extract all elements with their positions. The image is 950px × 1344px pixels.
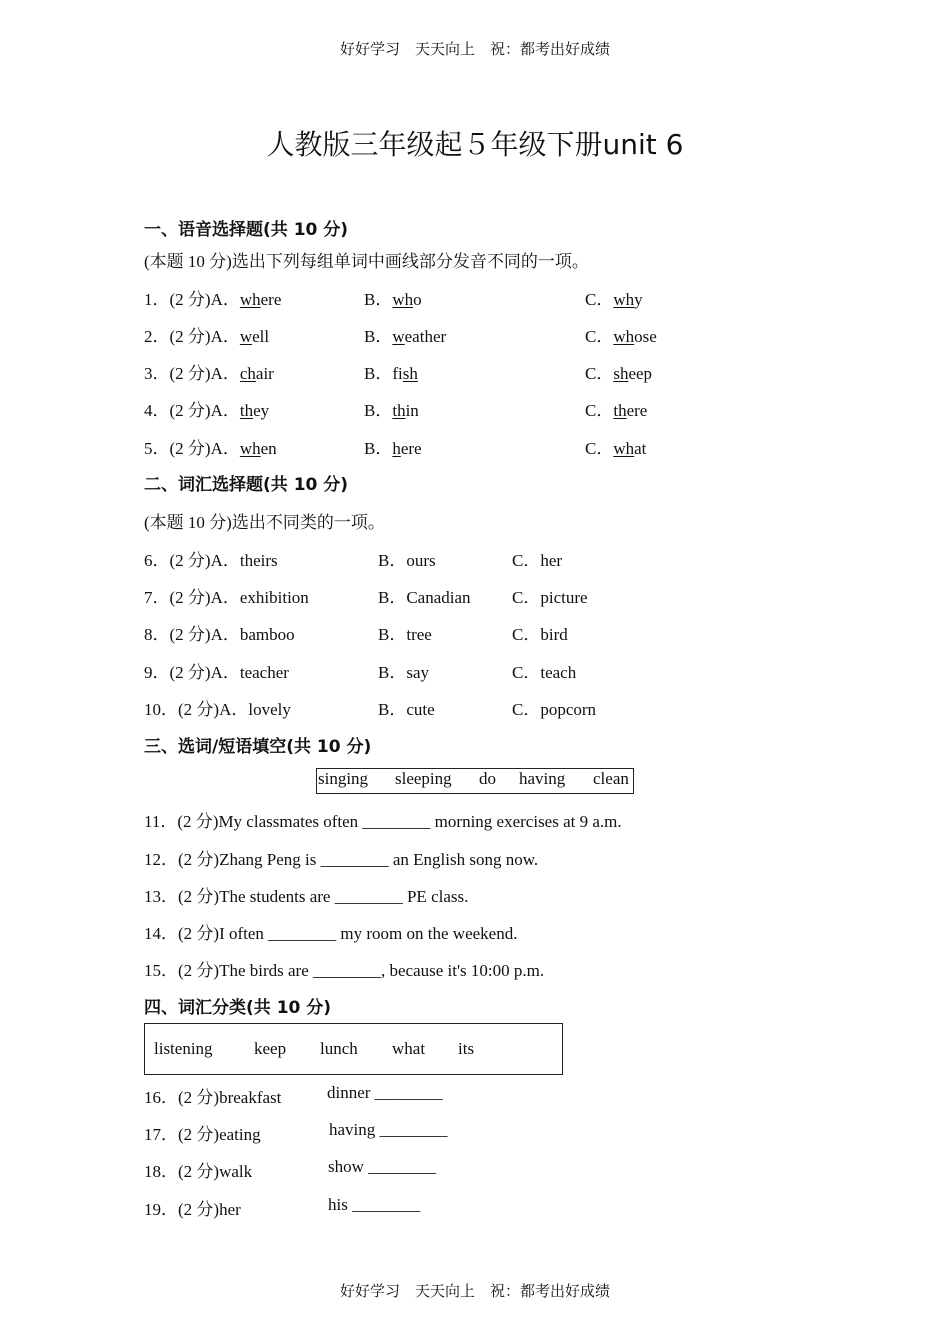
option-label: B． [364, 401, 393, 420]
option-c-rest: eep [628, 364, 653, 383]
option-a: teacher [239, 663, 289, 682]
option-a-rest: ey [253, 401, 270, 420]
option-b-rest: eather [404, 327, 447, 346]
option-a-underline: wh [239, 290, 261, 309]
question-1-option-c [585, 285, 643, 310]
question-5 [144, 434, 277, 459]
option-label: C． [512, 625, 541, 644]
option-label: C． [585, 327, 614, 346]
option-label: B． [364, 364, 393, 383]
word-bank-item: singing [318, 769, 369, 788]
option-c-underline: wh [613, 290, 635, 309]
option-c-underline: wh [613, 439, 635, 458]
option-b-underline: th [392, 401, 406, 420]
question-14: 14．(2 分)I often ________ my room on the weekend. [144, 924, 518, 943]
question-10-option-b [378, 695, 435, 720]
option-label: B． [378, 625, 407, 644]
option-a-rest: air [255, 364, 274, 383]
question-5-option-b [364, 434, 422, 459]
question-6 [144, 546, 278, 571]
question-2-option-c [585, 322, 657, 347]
question-3 [144, 359, 274, 384]
option-b: ours [406, 551, 436, 570]
option-a-rest: ell [252, 327, 270, 346]
section-heading-classify: 四、词汇分类(共 10 分) [144, 998, 332, 1018]
question-3-option-b [364, 359, 418, 384]
option-b-lead: fi [392, 364, 403, 383]
section-heading-fill: 三、选词/短语填空(共 10 分) [144, 737, 372, 757]
question-18: 18．(2 分)walk [144, 1162, 253, 1181]
option-a-underline: ch [239, 364, 256, 383]
question-9 [144, 658, 289, 683]
option-label: C． [585, 439, 614, 458]
option-c-rest: at [634, 439, 647, 458]
question-7 [144, 583, 309, 608]
option-a: bamboo [239, 625, 295, 644]
option-label: C． [512, 551, 541, 570]
word-bank-item: do [479, 769, 496, 788]
option-c: popcorn [540, 700, 597, 719]
word-bank-item: what [392, 1039, 426, 1058]
classify-word-bank [144, 1023, 563, 1075]
option-a-rest: ere [260, 290, 282, 309]
option-label: B． [364, 290, 393, 309]
option-label: B． [364, 327, 393, 346]
question-prefix: 2．(2 分)A． [144, 327, 240, 346]
fill-word-bank [316, 768, 634, 794]
question-16: 16．(2 分)breakfast [144, 1088, 282, 1107]
option-a-underline: th [239, 401, 254, 420]
question-7-option-c [512, 583, 588, 608]
question-prefix: 7．(2 分)A． [144, 588, 240, 607]
question-8-option-b [378, 620, 432, 645]
question-9-option-c [512, 658, 576, 683]
word-bank-item: lunch [320, 1039, 358, 1058]
question-8 [144, 620, 295, 645]
option-c-rest: ere [626, 401, 648, 420]
question-4-option-c [585, 396, 647, 421]
question-6-option-c [512, 546, 562, 571]
word-bank-item: keep [254, 1039, 287, 1058]
option-b: say [406, 663, 430, 682]
option-a: lovely [248, 700, 291, 719]
option-c-underline: wh [613, 327, 635, 346]
section-heading-phonics: 一、语音选择题(共 10 分) [144, 220, 349, 240]
question-prefix: 4．(2 分)A． [144, 401, 240, 420]
option-c: teach [540, 663, 577, 682]
question-2-option-b [364, 322, 446, 347]
option-b: tree [406, 625, 432, 644]
option-label: B． [378, 551, 407, 570]
question-17: 17．(2 分)eating [144, 1125, 261, 1144]
question-prefix: 1．(2 分)A． [144, 290, 240, 309]
section-instruction-vocab: (本题 10 分)选出不同类的一项。 [144, 513, 385, 532]
question-prefix: 6．(2 分)A． [144, 551, 240, 570]
option-b: Canadian [406, 588, 471, 607]
page-header: 好好学习 天天向上 祝：都考出好成绩 [339, 40, 610, 58]
question-5-option-c [585, 434, 646, 459]
option-a-underline: wh [239, 439, 261, 458]
option-b-rest: ere [400, 439, 422, 458]
question-6-option-b [378, 546, 436, 571]
option-label: C． [512, 663, 541, 682]
question-prefix: 8．(2 分)A． [144, 625, 240, 644]
question-12: 12．(2 分)Zhang Peng is ________ an English song now. [144, 850, 539, 869]
option-b-underline: w [392, 327, 405, 346]
option-a: theirs [239, 551, 278, 570]
page-footer: 好好学习 天天向上 祝：都考出好成绩 [339, 1282, 610, 1300]
word-bank-item: sleeping [395, 769, 452, 788]
question-11: 11．(2 分)My classmates often ________ morning exercises at 9 a.m. [144, 812, 622, 831]
option-label: C． [585, 364, 614, 383]
question-17-answer: having ________ [329, 1120, 448, 1139]
question-13: 13．(2 分)The students are ________ PE class. [144, 887, 469, 906]
option-label: C． [512, 700, 541, 719]
question-3-option-c [585, 359, 652, 384]
question-8-option-c [512, 620, 568, 645]
question-prefix: 3．(2 分)A． [144, 364, 240, 383]
option-c: picture [540, 588, 588, 607]
option-label: B． [364, 439, 393, 458]
question-15: 15．(2 分)The birds are ________, because it's 10:00 p.m. [144, 961, 545, 980]
section-heading-vocab: 二、词汇选择题(共 10 分) [144, 475, 349, 495]
option-b: cute [406, 700, 435, 719]
option-b-underline: h [392, 439, 401, 458]
question-prefix: 5．(2 分)A． [144, 439, 240, 458]
question-16-answer: dinner ________ [327, 1083, 443, 1102]
option-b-underline: sh [402, 364, 418, 383]
option-a-underline: w [239, 327, 253, 346]
question-4 [144, 396, 269, 421]
option-label: B． [378, 663, 407, 682]
option-c-underline: th [613, 401, 627, 420]
question-prefix: 10．(2 分)A． [144, 700, 249, 719]
question-19-answer: his ________ [328, 1195, 421, 1214]
option-c-rest: y [634, 290, 643, 309]
option-b-rest: o [413, 290, 422, 309]
option-label: C． [585, 401, 614, 420]
question-9-option-b [378, 658, 429, 683]
option-c-rest: ose [634, 327, 657, 346]
option-c: bird [540, 625, 568, 644]
option-label: C． [585, 290, 614, 309]
word-bank-item: clean [593, 769, 629, 788]
page-title: 人教版三年级起５年级下册unit 6 [266, 128, 684, 161]
option-b-rest: in [405, 401, 419, 420]
option-label: C． [512, 588, 541, 607]
question-18-answer: show ________ [328, 1157, 437, 1176]
option-c: her [540, 551, 563, 570]
question-10-option-c [512, 695, 596, 720]
question-1-option-b [364, 285, 422, 310]
option-label: B． [378, 700, 407, 719]
question-19: 19．(2 分)her [144, 1200, 241, 1219]
question-prefix: 9．(2 分)A． [144, 663, 240, 682]
section-instruction-phonics: (本题 10 分)选出下列每组单词中画线部分发音不同的一项。 [144, 252, 589, 271]
question-1 [144, 285, 281, 310]
option-b-underline: wh [392, 290, 414, 309]
option-c-underline: sh [613, 364, 629, 383]
option-a-rest: en [260, 439, 277, 458]
word-bank-item: having [519, 769, 566, 788]
option-a: exhibition [239, 588, 309, 607]
question-7-option-b [378, 583, 471, 608]
question-2 [144, 322, 269, 347]
option-label: B． [378, 588, 407, 607]
question-10 [144, 695, 291, 720]
question-4-option-b [364, 396, 419, 421]
word-bank-item: listening [154, 1039, 213, 1058]
word-bank-item: its [458, 1039, 475, 1058]
